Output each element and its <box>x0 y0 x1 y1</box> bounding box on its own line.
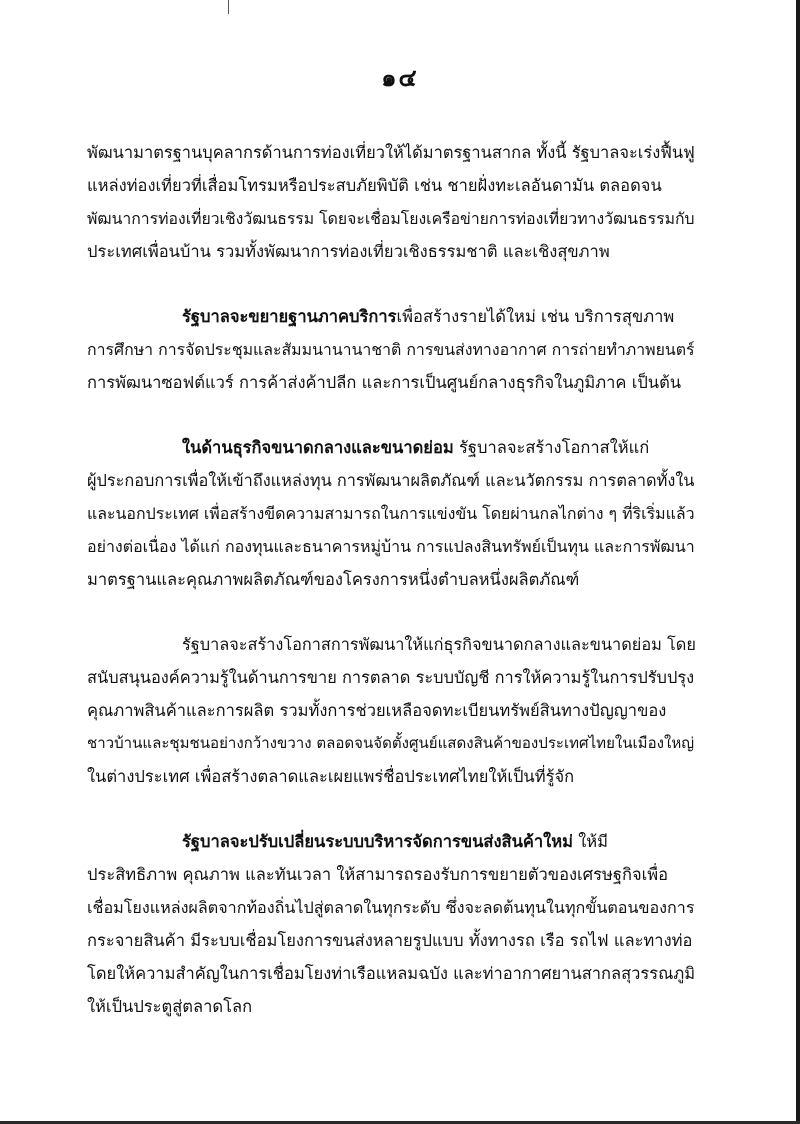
paragraph-tourism <box>87 136 695 268</box>
scan-artifact-line <box>228 0 229 14</box>
text-line: คุณภาพสินค้าและการผลิต รวมทั้งการช่วยเหลือจดทะเบียนทรัพย์สินทางปัญญาของ <box>87 701 667 720</box>
text-line <box>87 300 695 333</box>
paragraph-sme <box>87 431 695 596</box>
text-line: เชื่อมโยงแหล่งผลิตจากท้องถิ่นไปสู่ตลาดในทุกระดับ ซึ่งจะลดต้นทุนในทุกขั้นตอนของการ <box>87 898 695 917</box>
paragraph-sme-development <box>87 628 695 793</box>
text-line: มาตรฐานและคุณภาพผลิตภัณฑ์ของโครงการหนึ่งตำบลหนึ่งผลิตภัณฑ์ <box>87 570 580 589</box>
text-line <box>87 431 695 464</box>
text-line: ประสิทธิภาพ คุณภาพ และทันเวลา ให้สามารถรองรับการขยายตัวของเศรษฐกิจเพื่อ <box>87 865 669 884</box>
text-line: ในต่างประเทศ เพื่อสร้างตลาดและเผยแพร่ชื่อประเทศไทยให้เป็นที่รู้จัก <box>87 767 575 786</box>
paragraph-service-sector <box>87 300 695 399</box>
paragraph-logistics <box>87 825 695 1023</box>
text-line: พัฒนาการท่องเที่ยวเชิงวัฒนธรรม โดยจะเชื่อมโยงเครือข่ายการท่องเที่ยวทางวัฒนธรรมกับ <box>87 209 695 228</box>
text-line: อย่างต่อเนื่อง ได้แก่ กองทุนและธนาคารหมู่บ้าน การแปลงสินทรัพย์เป็นทุน และการพัฒนา <box>87 537 695 556</box>
text-line-rest: ให้มี <box>573 832 609 851</box>
text-line: และนอกประเทศ เพื่อสร้างขีดความสามารถในการแข่งขัน โดยผ่านกลไกต่าง ๆ ที่ริเริ่มแล้ว <box>87 504 695 523</box>
text-line: ชาวบ้านและชุมชนอย่างกว้างขวาง ตลอดจนจัดตั้งศูนย์แสดงสินค้าของประเทศไทยในเมืองใหญ่ <box>87 734 695 752</box>
text-line: ผู้ประกอบการเพื่อให้เข้าถึงแหล่งทุน การพัฒนาผลิตภัณฑ์ และนวัตกรรม การตลาดทั้งใน <box>87 471 695 490</box>
text-line: โดยให้ความสำคัญในการเชื่อมโยงท่าเรือแหลมฉบัง และท่าอากาศยานสากลสุวรรณภูมิ <box>87 964 696 983</box>
text-line-rest: รัฐบาลจะสร้างโอกาสให้แก่ <box>453 438 650 457</box>
paragraph-lead: รัฐบาลจะปรับเปลี่ยนระบบบริหารจัดการขนส่งสินค้าใหม่ <box>182 832 573 851</box>
text-line: การศึกษา การจัดประชุมและสัมมนานานาชาติ การขนส่งทางอากาศ การถ่ายทำภาพยนตร์ <box>87 340 695 359</box>
text-line: ให้เป็นประตูสู่ตลาดโลก <box>87 997 253 1016</box>
text-line: สนับสนุนองค์ความรู้ในด้านการขาย การตลาด ระบบบัญชี การให้ความรู้ในการปรับปรุง <box>87 668 695 687</box>
page-number: ๑๔ <box>381 63 419 92</box>
paragraph-lead: รัฐบาลจะขยายฐานภาคบริการ <box>182 307 397 326</box>
text-line <box>87 825 695 858</box>
text-line: ประเทศเพื่อนบ้าน รวมทั้งพัฒนาการท่องเที่ยวเชิงธรรมชาติ และเชิงสุขภาพ <box>87 242 610 261</box>
text-line-rest: เพื่อสร้างรายได้ใหม่ เช่น บริการสุขภาพ <box>396 307 675 326</box>
text-line: รัฐบาลจะสร้างโอกาสการพัฒนาให้แก่ธุรกิจขนาดกลางและขนาดย่อม โดย <box>182 635 696 654</box>
text-line: การพัฒนาซอฟต์แวร์ การค้าส่งค้าปลีก และการเป็นศูนย์กลางธุรกิจในภูมิภาค เป็นต้น <box>87 373 682 392</box>
text-line: พัฒนามาตรฐานบุคลากรด้านการท่องเที่ยวให้ได้มาตรฐานสากล ทั้งนี้ รัฐบาลจะเร่งฟื้นฟู <box>87 143 695 162</box>
document-body <box>87 136 695 1023</box>
scan-edge-right <box>796 0 800 1124</box>
text-line: กระจายสินค้า มีระบบเชื่อมโยงการขนส่งหลายรูปแบบ ทั้งทางรถ เรือ รถไฟ และทางท่อ <box>87 931 693 950</box>
paragraph-lead: ในด้านธุรกิจขนาดกลางและขนาดย่อม <box>182 438 454 457</box>
text-line: แหล่งท่องเที่ยวที่เสื่อมโทรมหรือประสบภัยพิบัติ เช่น ชายฝั่งทะเลอันดามัน ตลอดจน <box>87 176 662 195</box>
